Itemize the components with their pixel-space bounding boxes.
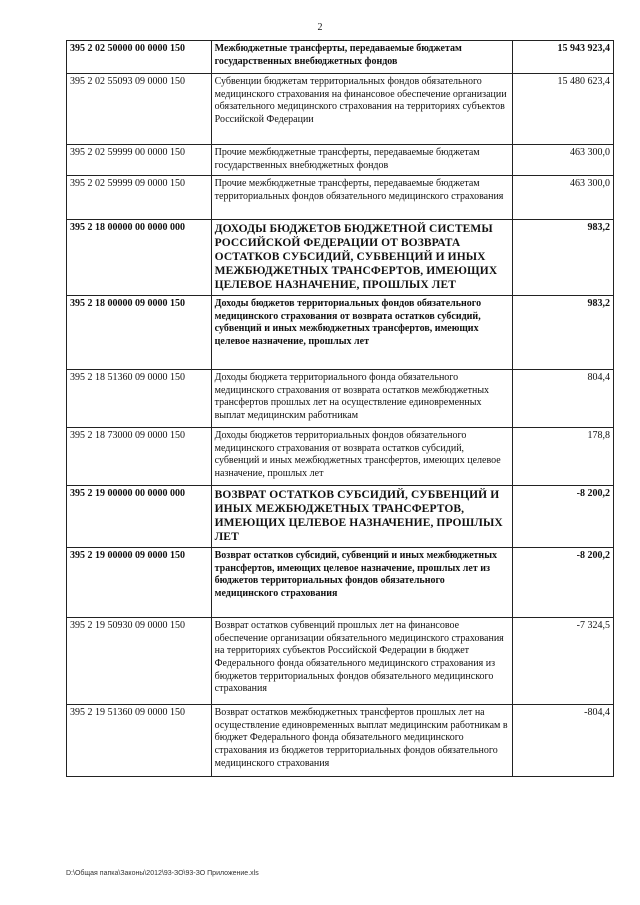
table-row — [67, 705, 614, 777]
row-amount: 983,2 — [513, 296, 614, 370]
row-code: 395 2 19 51360 09 0000 150 — [67, 705, 212, 777]
row-code: 395 2 18 51360 09 0000 150 — [67, 370, 212, 428]
table-row — [67, 220, 614, 296]
row-amount: 178,8 — [513, 428, 614, 486]
row-name: Прочие межбюджетные трансферты, передаваемые бюджетам территориальных фондов обязательного медицинского страхования — [211, 176, 513, 220]
row-code: 395 2 02 59999 00 0000 150 — [67, 145, 212, 176]
page-number: 2 — [317, 22, 323, 33]
row-code: 395 2 18 00000 00 0000 000 — [67, 220, 212, 296]
table-row — [67, 176, 614, 220]
row-code: 395 2 02 50000 00 0000 150 — [67, 41, 212, 74]
row-amount: 804,4 — [513, 370, 614, 428]
row-code: 395 2 19 50930 09 0000 150 — [67, 618, 212, 705]
row-amount: 463 300,0 — [513, 145, 614, 176]
row-amount: 463 300,0 — [513, 176, 614, 220]
row-code: 395 2 18 73000 09 0000 150 — [67, 428, 212, 486]
table-row — [67, 548, 614, 618]
row-code: 395 2 19 00000 00 0000 000 — [67, 486, 212, 548]
row-amount: -804,4 — [513, 705, 614, 777]
row-name: Доходы бюджетов территориальных фондов обязательного медицинского страхования от возврата остатков субсидий, субвенций и иных межбюджетных трансфертов, имеющих целевое назначение, прошлых лет — [211, 428, 513, 486]
table-row — [67, 296, 614, 370]
table-row — [67, 145, 614, 176]
table-row — [67, 74, 614, 145]
table-row — [67, 428, 614, 486]
row-amount: -8 200,2 — [513, 548, 614, 618]
row-code: 395 2 18 00000 09 0000 150 — [67, 296, 212, 370]
table-row — [67, 370, 614, 428]
row-amount: -7 324,5 — [513, 618, 614, 705]
row-name: Возврат остатков субвенций прошлых лет на финансовое обеспечение организации обязательного медицинского страхования на территориях субъектов Российской Федерации в бюджет Федерального фонда обязательного медицинского страхования из бюджетов территориальных фондов обязательного медицинского страхования — [211, 618, 513, 705]
file-path-footer: D:\Общая папка\Законы\2012\93-ЗО\93-ЗО Приложение.xls — [66, 870, 259, 877]
table-row — [67, 618, 614, 705]
row-code: 395 2 19 00000 09 0000 150 — [67, 548, 212, 618]
table-row — [67, 41, 614, 74]
row-amount: -8 200,2 — [513, 486, 614, 548]
row-name: Доходы бюджетов территориальных фондов обязательного медицинского страхования от возврата остатков субсидий, субвенций и иных межбюджетных трансфертов, имеющих целевое назначение, прошлых лет — [211, 296, 513, 370]
row-amount: 15 480 623,4 — [513, 74, 614, 145]
row-name: Прочие межбюджетные трансферты, передаваемые бюджетам государственных внебюджетных фондов — [211, 145, 513, 176]
row-amount: 15 943 923,4 — [513, 41, 614, 74]
row-name: ДОХОДЫ БЮДЖЕТОВ БЮДЖЕТНОЙ СИСТЕМЫ РОССИЙСКОЙ ФЕДЕРАЦИИ ОТ ВОЗВРАТА ОСТАТКОВ СУБСИДИЙ, СУБВЕНЦИЙ И ИНЫХ МЕЖБЮДЖЕТНЫХ ТРАНСФЕРТОВ, ИМЕЮЩИХ ЦЕЛЕВОЕ НАЗНАЧЕНИЕ, ПРОШЛЫХ ЛЕТ — [211, 220, 513, 296]
budget-table — [66, 40, 614, 777]
row-name: Возврат остатков субсидий, субвенций и иных межбюджетных трансфертов, имеющих целевое назначение, прошлых лет из бюджетов территориальных фондов обязательного медицинского страхования — [211, 548, 513, 618]
row-amount: 983,2 — [513, 220, 614, 296]
row-code: 395 2 02 55093 09 0000 150 — [67, 74, 212, 145]
row-name: Субвенции бюджетам территориальных фондов обязательного медицинского страхования на финансовое обеспечение организации обязательного медицинского страхования на территориях субъектов Российской Федерации — [211, 74, 513, 145]
table-row — [67, 486, 614, 548]
row-name: Возврат остатков межбюджетных трансфертов прошлых лет на осуществление единовременных выплат медицинским работникам в бюджет Федерального фонда обязательного медицинского страхования из бюджетов территориальных фондов обязательного медицинского страхования — [211, 705, 513, 777]
row-name: Доходы бюджета территориального фонда обязательного медицинского страхования от возврата остатков межбюджетных трансфертов прошлых лет на осуществление единовременных выплат медицинским работникам — [211, 370, 513, 428]
row-name: Межбюджетные трансферты, передаваемые бюджетам государственных внебюджетных фондов — [211, 41, 513, 74]
row-name: ВОЗВРАТ ОСТАТКОВ СУБСИДИЙ, СУБВЕНЦИЙ И ИНЫХ МЕЖБЮДЖЕТНЫХ ТРАНСФЕРТОВ, ИМЕЮЩИХ ЦЕЛЕВОЕ НАЗНАЧЕНИЕ, ПРОШЛЫХ ЛЕТ — [211, 486, 513, 548]
row-code: 395 2 02 59999 09 0000 150 — [67, 176, 212, 220]
